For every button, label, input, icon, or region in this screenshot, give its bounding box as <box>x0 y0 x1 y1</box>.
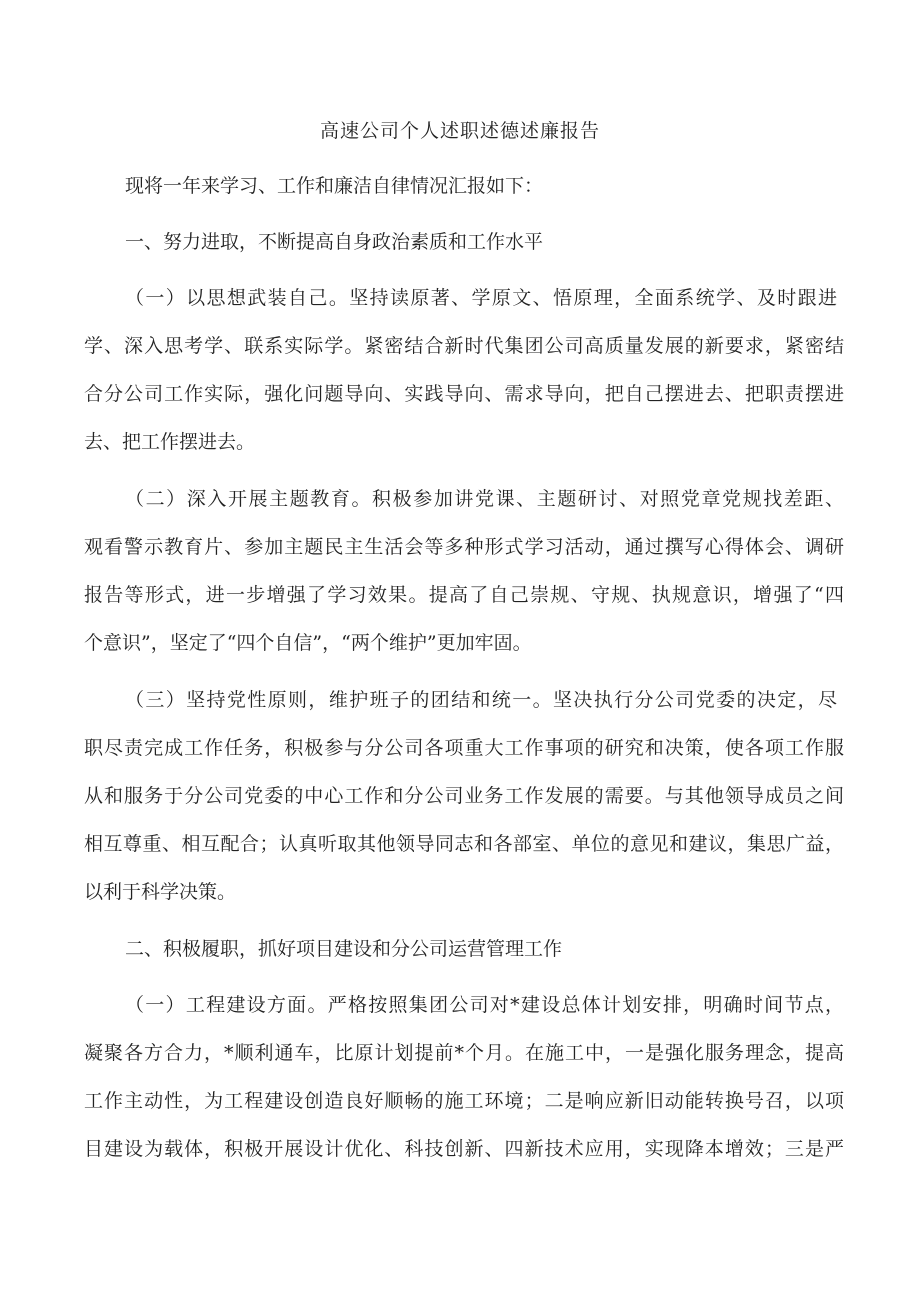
paragraph-line: 相互尊重、相互配合；认真听取其他领导同志和各部室、单位的意见和建议，集思广益， <box>84 833 844 855</box>
paragraph-line: 合分公司工作实际，强化问题导向、实践导向、需求导向，把自己摆进去、把职责摆进 <box>84 383 844 405</box>
paragraph-line: 目建设为载体，积极开展设计优化、科技创新、四新技术应用，实现降本增效；三是严 <box>84 1138 844 1160</box>
document-title: 高速公司个人述职述德述廉报告 <box>319 120 600 142</box>
paragraph-line: 职尽责完成工作任务，积极参与分公司各项重大工作事项的研究和决策，使各项工作服 <box>84 737 844 759</box>
paragraph-line: 个意识”，坚定了“四个自信”，“两个维护”更加牢固。 <box>84 632 532 654</box>
paragraph-line: 凝聚各方合力，*顺利通车，比原计划提前*个月。在施工中，一是强化服务理念，提高 <box>84 1042 844 1064</box>
paragraph-line: （三）坚持党性原则，维护班子的团结和统一。坚决执行分公司党委的决定，尽 <box>125 689 837 711</box>
paragraph-line: 去、把工作摆进去。 <box>84 431 256 453</box>
paragraph-line: 学、深入思考学、联系实际学。紧密结合新时代集团公司高质量发展的新要求，紧密结 <box>84 335 844 357</box>
section-heading-2: 二、积极履职，抓好项目建设和分公司运营管理工作 <box>125 938 563 960</box>
paragraph-line: 观看警示教育片、参加主题民主生活会等多种形式学习活动，通过撰写心得体会、调研 <box>84 536 844 558</box>
intro-line: 现将一年来学习、工作和廉洁自律情况汇报如下： <box>125 175 544 197</box>
paragraph-line: （二）深入开展主题教育。积极参加讲党课、主题研讨、对照党章党规找差距、 <box>125 488 844 510</box>
paragraph-line: 以利于科学决策。 <box>84 881 237 903</box>
paragraph-line: 从和服务于分公司党委的中心工作和分公司业务工作发展的需要。与其他领导成员之间 <box>84 785 844 807</box>
section-heading-1: 一、努力进取，不断提高自身政治素质和工作水平 <box>125 231 544 253</box>
paragraph-line: 工作主动性，为工程建设创造良好顺畅的施工环境；二是响应新旧动能转换号召，以项 <box>84 1090 844 1112</box>
paragraph-line: （一）以思想武装自己。坚持读原著、学原文、悟原理，全面系统学、及时跟进 <box>125 287 837 309</box>
paragraph-line: 报告等形式，进一步增强了学习效果。提高了自己崇规、守规、执规意识，增强了“四 <box>84 584 844 606</box>
paragraph-line: （一）工程建设方面。严格按照集团公司对*建设总体计划安排，明确时间节点， <box>125 994 844 1016</box>
